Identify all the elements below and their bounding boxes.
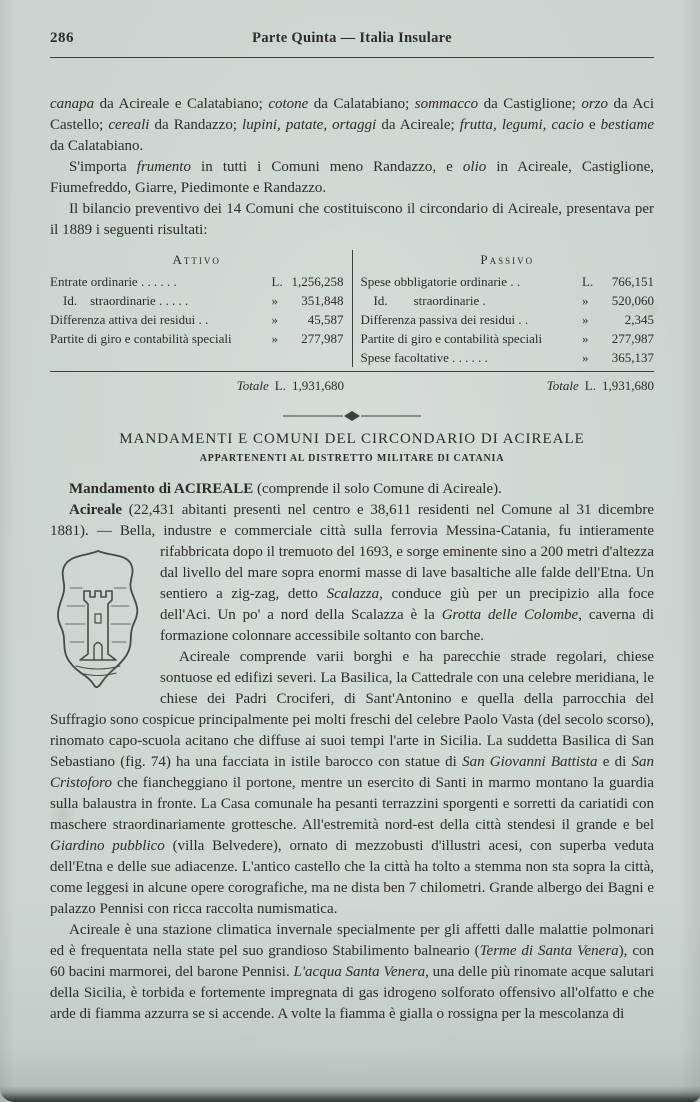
section-subtitle: APPARTENENTI AL DISTRETTO MILITARE DI CATANIA xyxy=(199,453,505,464)
paragraph-city-description: Acireale comprende varii borghi e ha parecchie strade regolari, chiese sontuose ed edifizi severi. La Basilica, la Cattedrale con una celebre meridiana, le chiese dei Padri Crociferi, di Sant'Antonino e quella della parrocchia del Suffragio sono cospicue principalmente pei molti freschi del celebre Paolo Vasta (del secolo scorso), rinomato capo-scuola acitano che diffuse ai suoi tempi l'arte in Sicilia. La suddetta Basilica di San Sebastiano (fig. 74) ha una facciata in istile barocco con statue di San Giovanni Battista e di San Cristoforo che fiancheggiano il portone, mentre un esercito di Santi in marmo montano la guardia sulla balaustra in fronte. La Casa comunale ha pesanti terrazzini sporgenti e sorretti da cariatidi con maschere straordinariamente grottesche. All'estremità nord-est della città stendesi il grande e bel Giardino pubblico (villa Belvedere), ornato di mezzobusti d'illustri acesi, con superba veduta dell'Etna e delle sue adiacenze. L'antico castello che la città ha tolto a stemma non sta sopra la città, come leggesi in alcune opere corografiche, ma ne dista ben 7 chilometri. Grande albergo dei Bagni e palazzo Pennisi con ricca raccolta numismatica. xyxy=(50,649,654,917)
row-label: Differenza attiva dei residui . . xyxy=(50,312,209,327)
row-amount: 520,060 xyxy=(611,293,654,308)
total-amount: 1,931,680 xyxy=(292,378,344,393)
row-currency: » xyxy=(582,350,589,365)
row-label: Partite di giro e contabilità speciali xyxy=(50,331,232,346)
row-currency: » xyxy=(582,331,589,346)
row-amount: 277,987 xyxy=(301,331,344,346)
row-amount: 1,256,258 xyxy=(291,274,344,289)
coat-of-arms-image xyxy=(50,546,146,696)
total-label: Totale xyxy=(546,378,579,393)
budget-row xyxy=(361,348,655,367)
passivo-header: Passivo xyxy=(480,252,535,267)
row-currency: L. xyxy=(271,274,283,289)
row-label: Id. straordinarie . xyxy=(360,293,486,308)
row-label: Id. straordinarie . . . . . xyxy=(50,293,189,308)
passivo-column xyxy=(352,250,655,367)
row-currency: » xyxy=(271,312,278,327)
budget-row xyxy=(361,310,655,329)
paragraph-mandamento: Mandamento di ACIREALE (comprende il solo Comune di Acireale). xyxy=(69,481,502,497)
passivo-total xyxy=(352,376,654,395)
total-currency: L. xyxy=(274,378,286,393)
row-label: Partite di giro e contabilità speciali xyxy=(360,331,543,346)
total-label: Totale xyxy=(236,378,269,393)
row-amount: 351,848 xyxy=(301,293,344,308)
budget-columns xyxy=(50,250,654,367)
budget-row xyxy=(361,291,655,310)
page-bottom-edge xyxy=(0,1086,700,1102)
section-title: MANDAMENTI E COMUNI DEL CIRCONDARIO DI ACIREALE xyxy=(119,431,585,447)
paragraph-budget-intro: Il bilancio preventivo dei 14 Comuni che costituiscono il circondario di Acireale, presentava per il 1889 i seguenti risultati: xyxy=(50,201,654,238)
row-currency: » xyxy=(582,293,589,308)
row-currency: » xyxy=(582,312,589,327)
row-label: Entrate ordinarie . . . . . . xyxy=(50,274,177,289)
row-amount: 766,151 xyxy=(611,274,654,289)
page-header xyxy=(50,30,654,51)
header-rule xyxy=(50,57,654,58)
budget-row xyxy=(50,291,344,310)
row-amount: 2,345 xyxy=(624,312,654,327)
attivo-total xyxy=(50,376,352,395)
budget-row xyxy=(50,272,344,291)
budget-row xyxy=(361,329,655,348)
row-currency: L. xyxy=(582,274,594,289)
row-amount: 365,137 xyxy=(611,350,654,365)
paragraph-imports: S'importa frumento in tutti i Comuni meno Randazzo, e olio in Acireale, Castiglione, Fiumefreddo, Giarre, Piedimonte e Randazzo. xyxy=(50,159,655,196)
row-amount: 45,587 xyxy=(307,312,344,327)
budget-table xyxy=(50,250,654,395)
row-currency: » xyxy=(271,293,278,308)
acireale-intro-text: Acireale (22,431 abitanti presenti nel centro e 38,611 residenti nel Comune al 31 dicembre 1881). — Bella, industre e commerciale città sulla ferrovia Messina-Catania, fu intieramente xyxy=(50,502,654,539)
row-amount: 277,987 xyxy=(611,331,654,346)
budget-row xyxy=(50,310,344,329)
budget-totals xyxy=(50,372,654,395)
total-currency: L. xyxy=(584,378,596,393)
running-title: Parte Quinta — Italia Insulare xyxy=(252,30,452,46)
row-label: Spese facoltative . . . . . . xyxy=(360,350,488,365)
row-label: Differenza passiva dei residui . . xyxy=(360,312,529,327)
divider-ornament-icon xyxy=(50,409,654,421)
page-number: 286 xyxy=(50,30,74,46)
budget-row xyxy=(50,329,344,348)
acireale-intro-text-continued: rifabbricata dopo il tremuoto del 1693, e sorge eminente sino a 200 metri d'altezza dal livello del mare sopra enormi masse di lave basaltiche alle falde dell'Etna. Un sentiero a zig-zag, detto Scalazza, conduce giù per un precipizio alla foce dell'Aci. Un po' a nord della Scalazza è la Grotta delle Colombe, caverna di formazione colonnare accessibile soltanto con barche. xyxy=(160,544,654,644)
row-currency: » xyxy=(271,331,278,346)
attivo-column xyxy=(50,250,352,367)
total-amount: 1,931,680 xyxy=(602,378,654,393)
paragraph-spa: Acireale è una stazione climatica invernale specialmente per gli affetti dalle malattie polmonari ed è frequentata nella state pel suo grandioso Stabilimento balneario (Terme di Santa Venera), con 60 bacini marmorei, del barone Pennisi. L'acqua Santa Venera, una delle più rinomate acque salutari della Sicilia, è torbida e fortemente impregnata di gas idrogeno solforato offensivo all'olfatto e che arde di fiamma azzurra se si accende. A volte la fiamma è gialla o rossigna per la mescolanza di xyxy=(50,922,654,1022)
attivo-header: Attivo xyxy=(172,252,221,267)
paragraph-products: canapa da Acireale e Calatabiano; cotone da Calatabiano; sommacco da Castiglione; orzo da Aci Castello; cereali da Randazzo; lupini, patate, ortaggi da Acireale; frutta, legumi, cacio e bestiame da Calatabiano. xyxy=(50,96,655,154)
budget-row xyxy=(361,272,655,291)
row-label: Spese obbligatorie ordinarie . . xyxy=(360,274,521,289)
paragraph-acireale-intro xyxy=(50,500,654,647)
